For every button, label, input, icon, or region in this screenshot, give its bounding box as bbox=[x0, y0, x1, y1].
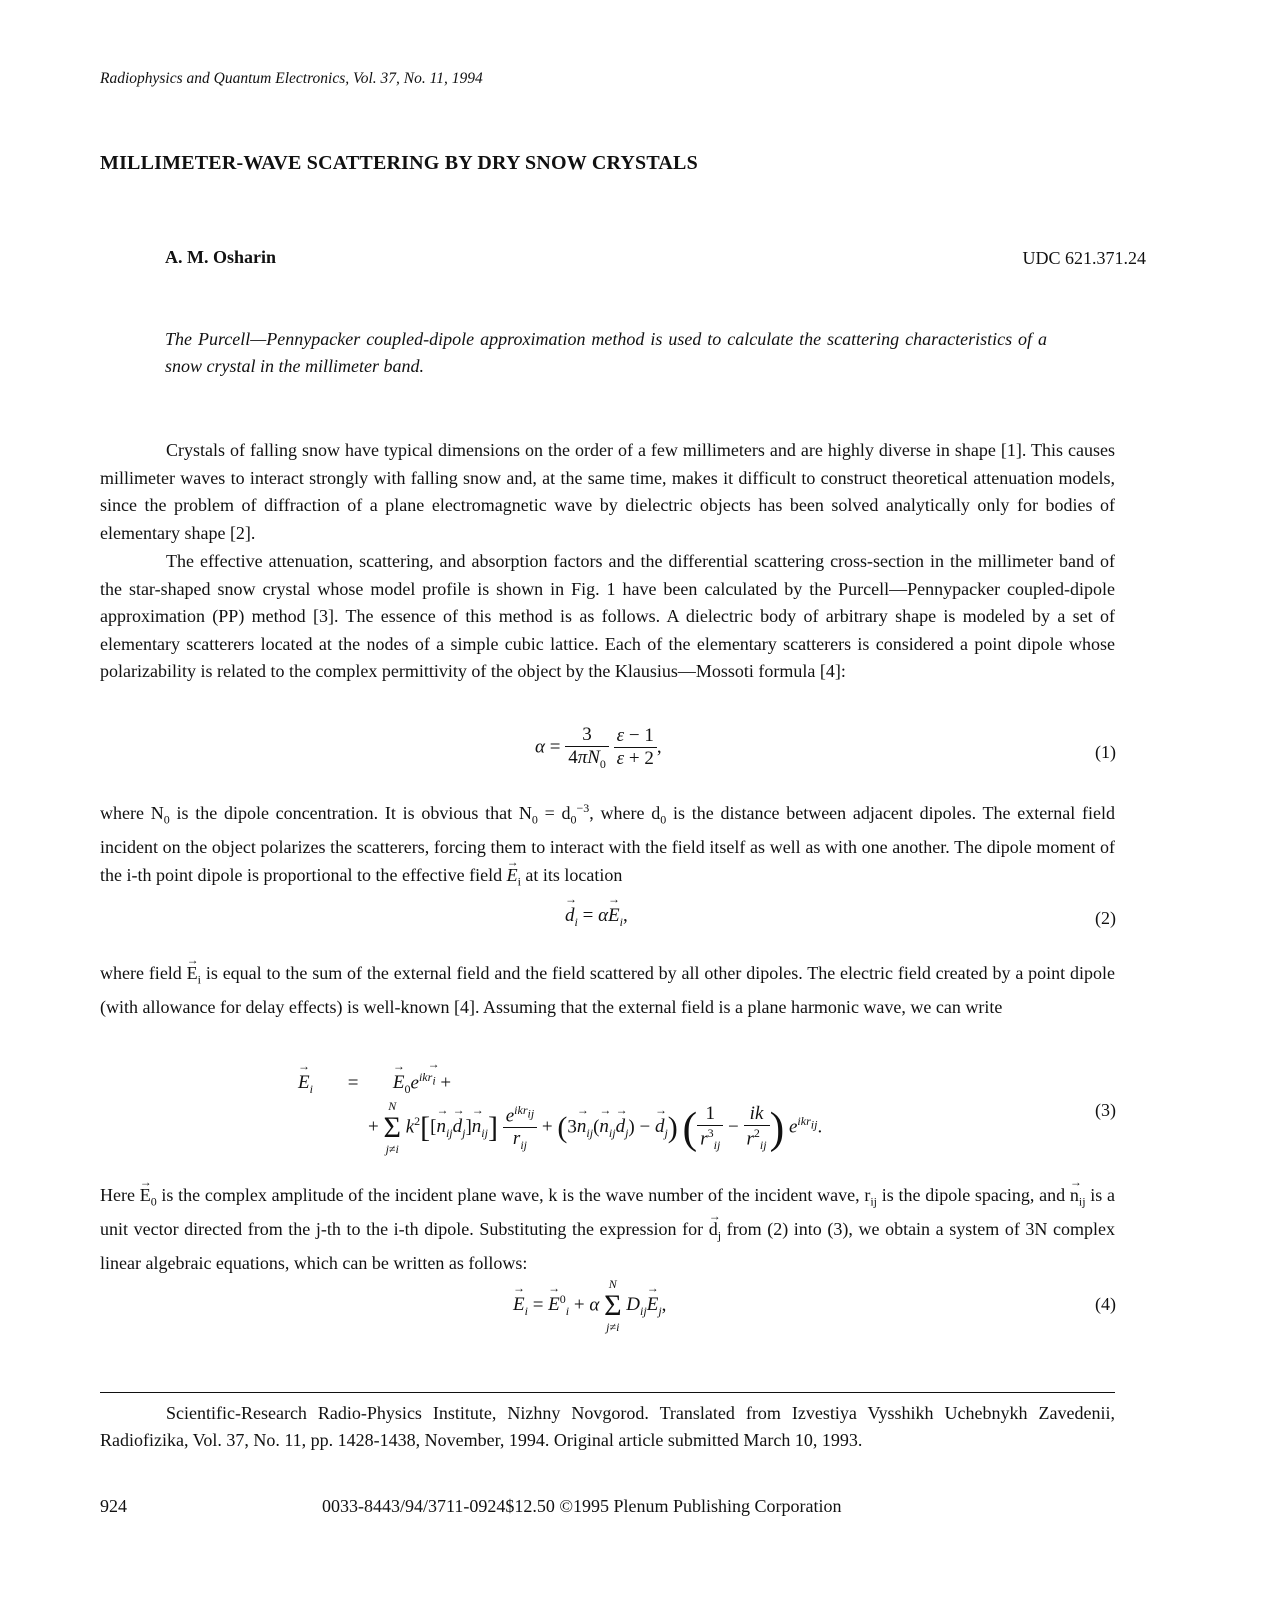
equation-2: → $d_i = \alpha\to E_i$, (2) bbox=[0, 903, 1261, 933]
equation-number-3: (3) bbox=[1095, 1100, 1116, 1120]
abstract: The Purcell—Pennypacker coupled-dipole approximation method is used to calculate the scattering characteristics of a snow crystal in the millimeter band. bbox=[165, 329, 1047, 376]
equation-number-1: (1) bbox=[1095, 742, 1116, 762]
paragraph-4: where field → $E_i$ is equal to the sum of the external field and the field scattered by all other dipoles. The electric field created by a point dipole (with allowance for delay effects) is well-known [4]. Assuming that the external field is a plane harmonic wave, we can write bbox=[100, 960, 1115, 1022]
paragraph-2: The effective attenuation, scattering, and absorption factors and the differential scattering cross-section in the millimeter band of the star-shaped snow crystal whose model profile is shown in Fig. 1 have been calculated by the Purcell—Pennypacker coupled-dipole approximation (PP) method [3]. The essence of this method is as follows. A dielectric body of arbitrary shape is modeled by a set of elementary scatterers located at the nodes of a simple cubic lattice. Each of the elementary scatterers is considered a point dipole whose polarizability is related to the complex permittivity of the object by the Klausius—Mossoti formula [4]: bbox=[100, 551, 1115, 681]
footnote: Scientific-Research Radio-Physics Institute, Nizhny Novgorod. Translated from Izvestiya Vysshikh Uchebnykh Zavedenii, Radiofizika, Vol. 37, No. 11, pp. 1428-1438, November, 1994. Original article submitted March 10, 1993. bbox=[100, 1403, 1115, 1450]
article-title: MILLIMETER-WAVE SCATTERING BY DRY SNOW CRYSTALS bbox=[100, 152, 698, 174]
copyright-line: 0033-8443/94/3711-0924$12.50 ©1995 Plenum Publishing Corporation bbox=[322, 1496, 842, 1516]
udc-code: UDC 621.371.24 bbox=[1022, 248, 1146, 268]
equation-number-2: (2) bbox=[1095, 908, 1116, 928]
equation-4: → $E_i$ = → $E^0_i + \alpha$ N Σ j≠i $D_{ij}\to E_j$, (4) bbox=[0, 1278, 1261, 1346]
equation-3: → $E_i$ = → $E_0e^{ik\to r_i}$ + + N Σ j≠i $k^2[[\to n_{ij}\to d_j]\to n_{ij}]$ $\frac{e^{ikr_{ij}}}{r_{ij}}$ + ($3\to n_{ij}(\to n_{ij}\to d_j)$ − → $d_j$) ( $\frac{1}{r^3_{ij}}$ − $\frac{ik}{r^2_{ij}}$ ) $e^{ikr_{ij}}$. (3) bbox=[0, 1062, 1261, 1174]
paragraph-5: Here → $E_0$ is the complex amplitude of the incident plane wave, k is the wave number of the incident wave, $r_{ij}$ is the dipole spacing, and → $n_{ij}$ is a unit vector directed from the j-th to the i-th dipole. Substituting the expression for → $d_j$ from (2) into (3), we obtain a system of 3N complex linear algebraic equations, which can be written as follows: bbox=[100, 1182, 1115, 1278]
equation-number-4: (4) bbox=[1095, 1294, 1116, 1314]
author-name: A. M. Osharin bbox=[165, 247, 277, 267]
journal-header: Radiophysics and Quantum Electronics, Vol. 37, No. 11, 1994 bbox=[100, 70, 483, 87]
paragraph-3: where $N_0$ is the dipole concentration. It is obvious that $N_0 = d_0^{-3}$, where $d_0$ is the distance between adjacent dipoles. The external field incident on the object polarizes the scatterers, forcing them to interact with the field itself as well as with one another. The dipole moment of the i-th point dipole is proportional to the effective field → $E_i$ at its location bbox=[100, 795, 1115, 896]
equation-1: α = $\frac{3}{4\pi N_0}$ $\frac{\varepsilon - 1}{\varepsilon + 2}$ , (1) bbox=[535, 724, 1116, 771]
paragraph-1: Crystals of falling snow have typical dimensions on the order of a few millimeters and are highly diverse in shape [1]. This causes millimeter waves to interact strongly with falling snow and, at the same time, makes it difficult to construct theoretical attenuation models, since the problem of diffraction of a plane electromagnetic wave by dielectric objects has been solved analytically only for bodies of elementary shape [2]. bbox=[100, 440, 1115, 543]
page-number: 924 bbox=[100, 1496, 127, 1516]
footnote-rule bbox=[100, 1392, 1115, 1393]
